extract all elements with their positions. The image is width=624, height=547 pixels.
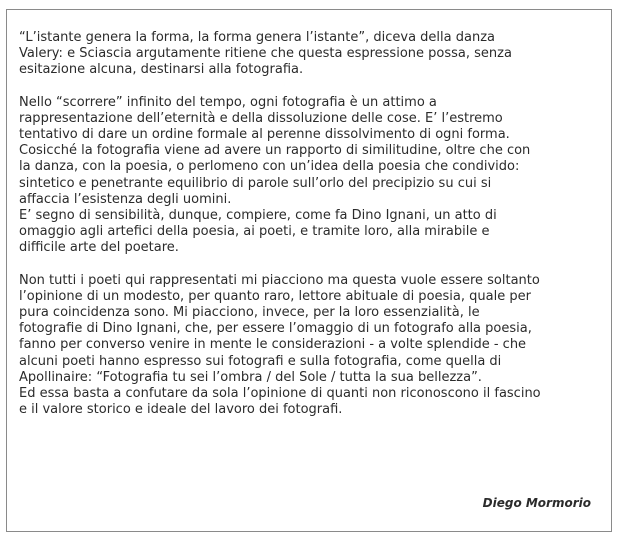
text-line: e il valore storico e ideale del lavoro dei fotografi. — [19, 402, 343, 418]
text-line: Nello “scorrere” infinito del tempo, ogni fotografia è un attimo a — [19, 94, 437, 110]
text-line: tentativo di dare un ordine formale al perenne dissolvimento di ogni forma. — [19, 127, 510, 143]
paragraph-gap — [19, 257, 601, 273]
text-line: Non tutti i poeti qui rappresentati mi piacciono ma questa vuole essere soltanto — [19, 272, 540, 288]
essay-text — [19, 30, 601, 418]
text-line: Valery: e Sciascia argutamente ritiene che questa espressione possa, senza — [19, 46, 512, 62]
paragraph-2 — [19, 95, 601, 257]
author-signature: Diego Mormorio — [482, 496, 591, 510]
text-line: affaccia l’esistenza degli uomini. — [19, 191, 232, 207]
text-line: Ed essa basta a confutare da sola l’opinione di quanti non riconoscono il fascino — [19, 386, 541, 402]
text-line: l’opinione di un modesto, per quanto raro, lettore abituale di poesia, quale per — [19, 288, 531, 304]
text-line: E’ segno di sensibilità, dunque, compiere, come fa Dino Ignani, un atto di — [19, 208, 497, 224]
text-line: fotografie di Dino Ignani, che, per essere l’omaggio di un fotografo alla poesia, — [19, 321, 532, 337]
text-line: Cosicché la fotografia viene ad avere un rapporto di similitudine, oltre che con — [19, 143, 531, 159]
text-line: la danza, con la poesia, o perlomeno con un’idea della poesia che condivido: — [19, 159, 520, 175]
text-line: esitazione alcuna, destinarsi alla fotografia. — [19, 62, 304, 78]
text-line: pura coincidenza sono. Mi piacciono, invece, per la loro essenzialità, le — [19, 305, 480, 321]
text-line: Apollinaire: “Fotografia tu sei l’ombra / del Sole / tutta la sua bellezza”. — [19, 369, 482, 385]
paragraph-gap — [19, 79, 601, 95]
text-line: omaggio agli artefici della poesia, ai poeti, e tramite loro, alla mirabile e — [19, 224, 490, 240]
text-line: difficile arte del poetare. — [19, 240, 179, 256]
text-line: fanno per converso venire in mente le considerazioni - a volte splendide - che — [19, 337, 527, 353]
text-line: sintetico e penetrante equilibrio di parole sull’orlo del precipizio su cui si — [19, 175, 492, 191]
paragraph-3 — [19, 273, 601, 419]
text-frame — [6, 9, 612, 532]
text-line: rappresentazione dell’eternità e della dissoluzione delle cose. E’ l’estremo — [19, 110, 503, 126]
paragraph-1 — [19, 30, 601, 79]
text-line: “L’istante genera la forma, la forma genera l’istante”, diceva della danza — [19, 30, 496, 45]
text-line: alcuni poeti hanno espresso sui fotografi e sulla fotografia, come quella di — [19, 353, 502, 369]
